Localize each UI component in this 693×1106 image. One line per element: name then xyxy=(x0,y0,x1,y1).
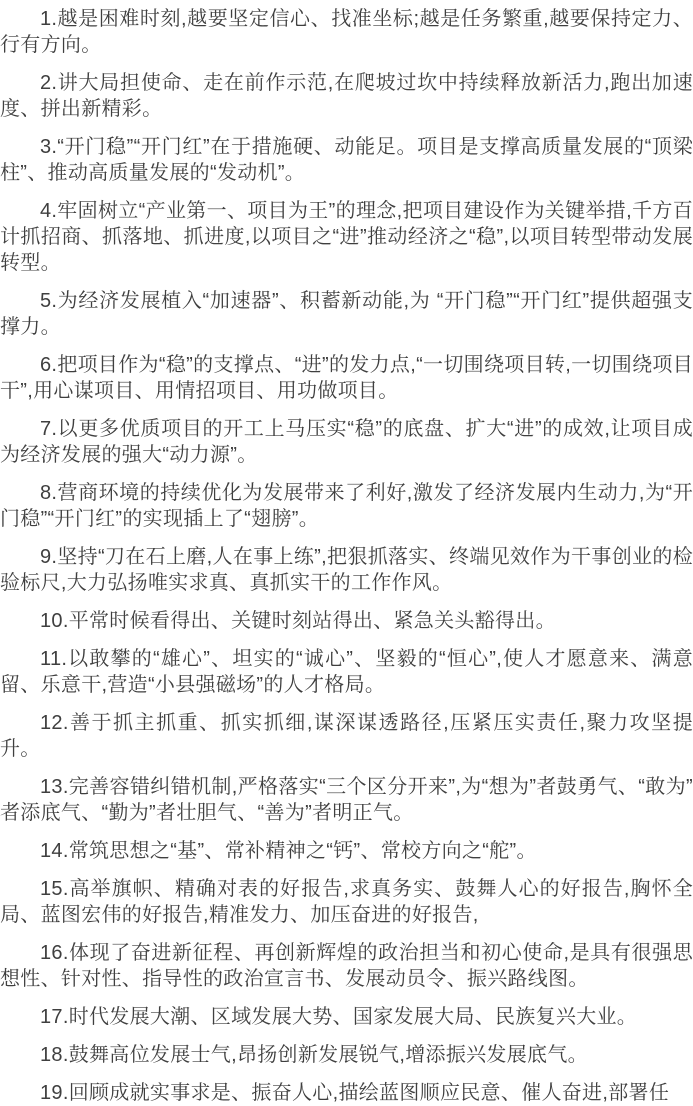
paragraph: 13.完善容错纠错机制,严格落实“三个区分开来”,为“想为”者鼓勇气、“敢为”者添底气、“勤为”者壮胆气、“善为”者明正气。 xyxy=(0,776,693,824)
paragraph: 18.鼓舞高位发展士气,昂扬创新发展锐气,增添振兴发展底气。 xyxy=(40,1044,588,1066)
paragraph: 3.“开门稳”“开门红”在于措施硬、动能足。项目是支撑高质量发展的“顶梁柱”、推动高质量发展的“发动机”。 xyxy=(0,136,693,184)
paragraph: 17.时代发展大潮、区域发展大势、国家发展大局、民族复兴大业。 xyxy=(40,1006,638,1028)
paragraph: 14.常筑思想之“基”、常补精神之“钙”、常校方向之“舵”。 xyxy=(40,840,537,862)
paragraph: 5.为经济发展植入“加速器”、积蓄新动能,为 “开门稳”“开门红”提供超强支撑力。 xyxy=(0,290,693,338)
paragraph: 7.以更多优质项目的开工上马压实“稳”的底盘、扩大“进”的成效,让项目成为经济发展的强大“动力源”。 xyxy=(0,418,693,466)
paragraph: 16.体现了奋进新征程、再创新辉煌的政治担当和初心使命,是具有很强思想性、针对性、指导性的政治宣言书、发展动员令、振兴路线图。 xyxy=(0,942,693,990)
paragraph: 9.坚持“刀在石上磨,人在事上练”,把狠抓落实、终端见效作为干事创业的检验标尺,大力弘扬唯实求真、真抓实干的工作作风。 xyxy=(0,546,693,594)
paragraph: 6.把项目作为“稳”的支撑点、“进”的发力点,“一切围绕项目转,一切围绕项目干”,用心谋项目、用情招项目、用功做项目。 xyxy=(0,354,693,402)
paragraph: 1.越是困难时刻,越要坚定信心、找准坐标;越是任务繁重,越要保持定力、行有方向。 xyxy=(0,8,693,56)
paragraph: 12.善于抓主抓重、抓实抓细,谋深谋透路径,压紧压实责任,聚力攻坚提升。 xyxy=(0,712,693,760)
paragraph: 4.牢固树立“产业第一、项目为王”的理念,把项目建设作为关键举措,千方百计抓招商、抓落地、抓进度,以项目之“进”推动经济之“稳”,以项目转型带动发展转型。 xyxy=(0,200,693,274)
paragraph: 2.讲大局担使命、走在前作示范,在爬坡过坎中持续释放新活力,跑出加速度、拼出新精彩。 xyxy=(0,72,693,120)
paragraph: 10.平常时候看得出、关键时刻站得出、紧急关头豁得出。 xyxy=(40,610,556,632)
paragraph: 15.高举旗帜、精确对表的好报告,求真务实、鼓舞人心的好报告,胸怀全局、蓝图宏伟的好报告,精准发力、加压奋进的好报告, xyxy=(0,878,693,926)
paragraph: 19.回顾成就实事求是、振奋人心,描绘蓝图顺应民意、催人奋进,部署任 xyxy=(40,1082,670,1104)
paragraph: 8.营商环境的持续优化为发展带来了利好,激发了经济发展内生动力,为“开门稳”“开门红”的实现插上了“翅膀”。 xyxy=(0,482,693,530)
paragraph: 11.以敢攀的“雄心”、坦实的“诚心”、坚毅的“恒心”,使人才愿意来、满意留、乐意干,营造“小县强磁场”的人才格局。 xyxy=(0,648,693,696)
